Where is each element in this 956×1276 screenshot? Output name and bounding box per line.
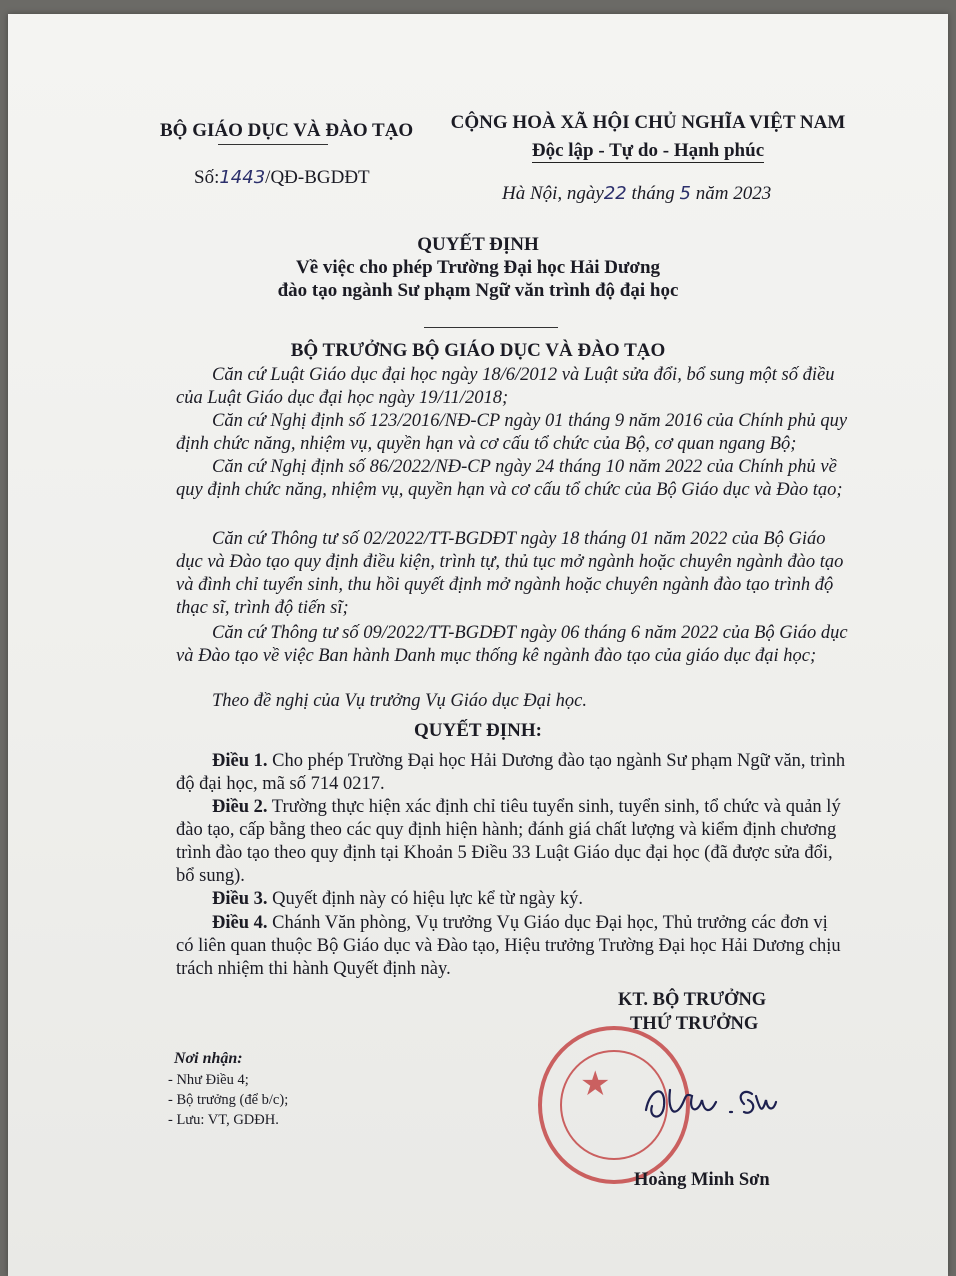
signature-title-2: THỨ TRƯỞNG [630, 1014, 759, 1034]
article-2-text: Trường thực hiện xác định chỉ tiêu tuyển sinh, tuyển sinh, tổ chức và quản lý đào tạo, cấp bằng theo các quy định hiện hành; đánh giá chất lượng và kiểm định chương trình đào tạo theo quy định tại Khoản 5 Điều 33 Luật Giáo dục đại học (đã được sửa đổi, bổ sung). [176, 797, 841, 886]
article-4-text: Chánh Văn phòng, Vụ trưởng Vụ Giáo dục Đại học, Thủ trưởng các đơn vị có liên quan thuộc Bộ Giáo dục và Đào tạo, Hiệu trưởng Trường Đại học Hải Dương chịu trách nhiệm thi hành Quyết định này. [176, 913, 841, 979]
motto-text: Độc lập - Tự do - Hạnh phúc [531, 140, 765, 161]
date-day: 22 [603, 183, 627, 204]
basis-2: Căn cứ Nghị định số 123/2016/NĐ-CP ngày 01 tháng 9 năm 2016 của Chính phủ quy định chức năng, nhiệm vụ, quyền hạn và cơ cấu tổ chức của Bộ, cơ quan ngang Bộ; [176, 411, 848, 454]
document-number [194, 167, 370, 189]
date-part2: tháng [631, 183, 675, 204]
signature-title-1: KT. BỘ TRƯỞNG [618, 990, 767, 1010]
article-1 [176, 750, 848, 796]
document-page [8, 14, 948, 1276]
republic-name: CỘNG HOÀ XÃ HỘI CHỦ NGHĨA VIỆT NAM [450, 112, 846, 133]
subject-line-2: đào tạo ngành Sư phạm Ngữ văn trình độ đại học [277, 280, 679, 301]
motto [448, 140, 848, 162]
ministry-underline [218, 144, 328, 145]
recipient-item: - Bộ trưởng (để b/c); [168, 1092, 289, 1108]
title-divider [424, 327, 558, 328]
star-emblem-icon: ★ [580, 1064, 611, 1104]
basis-3: Căn cứ Nghị định số 86/2022/NĐ-CP ngày 24 tháng 10 năm 2022 của Chính phủ về quy định chức năng, nhiệm vụ, quyền hạn và cơ cấu tổ chức của Bộ Giáo dục và Đào tạo; [176, 457, 843, 500]
basis-5: Căn cứ Thông tư số 09/2022/TT-BGDĐT ngày 06 tháng 6 năm 2022 của Bộ Giáo dục và Đào tạo về việc Ban hành Danh mục thống kê ngành đào tạo của giáo dục đại học; [176, 623, 848, 666]
decision-heading: QUYẾT ĐỊNH: [414, 720, 542, 741]
ministry-name: BỘ GIÁO DỤC VÀ ĐÀO TẠO [160, 120, 414, 141]
article-3-label: Điều 3. [212, 889, 268, 909]
recipient-item: - Như Điều 4; [168, 1072, 249, 1088]
article-1-label: Điều 1. [212, 751, 268, 771]
date-part1: Hà Nội, ngày [502, 183, 604, 204]
decision-title: QUYẾT ĐỊNH [417, 234, 539, 255]
recipients-heading: Nơi nhận: [174, 1050, 243, 1067]
article-2 [176, 796, 848, 888]
subject-line-1: Về việc cho phép Trường Đại học Hải Dương [295, 257, 661, 278]
basis-4: Căn cứ Thông tư số 02/2022/TT-BGDĐT ngày 18 tháng 01 năm 2022 của Bộ Giáo dục và Đào tạo quy định điều kiện, trình tự, thủ tục mở ngành hoặc chuyên ngành đào tạo và đình chỉ tuyển sinh, thu hồi quyết định mở ngành hoặc chuyên ngành đào tạo trình độ thạc sĩ, trình độ tiến sĩ; [176, 529, 844, 618]
article-1-text: Cho phép Trường Đại học Hải Dương đào tạo ngành Sư phạm Ngữ văn, trình độ đại học, mã số 714 0217. [176, 751, 846, 794]
number-handwritten: 1443 [219, 167, 266, 188]
basis-1: Căn cứ Luật Giáo dục đại học ngày 18/6/2012 và Luật sửa đổi, bổ sung một số điều của Luật Giáo dục đại học ngày 19/11/2018; [176, 365, 835, 408]
date-part3: năm 2023 [695, 183, 772, 204]
article-3 [176, 888, 848, 911]
article-2-label: Điều 2. [212, 797, 268, 817]
signer-name: Hoàng Minh Sơn [634, 1170, 770, 1190]
basis-6: Theo đề nghị của Vụ trưởng Vụ Giáo dục Đại học. [212, 691, 588, 711]
handwritten-signature [640, 1066, 780, 1130]
recipient-item: - Lưu: VT, GDĐH. [168, 1112, 279, 1128]
issue-date [502, 183, 771, 205]
article-3-text: Quyết định này có hiệu lực kể từ ngày ký. [267, 889, 583, 909]
date-month: 5 [679, 183, 691, 204]
number-suffix: /QĐ-BGDĐT [265, 167, 370, 188]
article-4 [176, 912, 848, 981]
article-4-label: Điều 4. [212, 913, 268, 933]
authority-title: BỘ TRƯỞNG BỘ GIÁO DỤC VÀ ĐÀO TẠO [290, 340, 666, 361]
number-prefix: Số: [194, 167, 220, 188]
